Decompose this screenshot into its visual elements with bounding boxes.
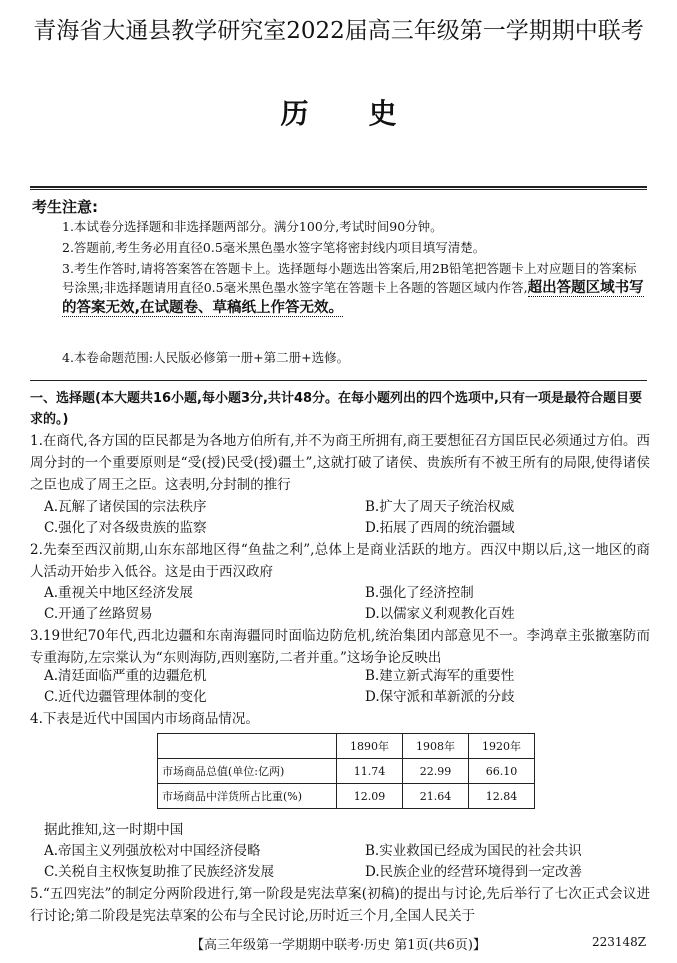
table-cell: 市场商品中洋货所占比重(%) — [158, 784, 337, 809]
question-2-stem: 2.先秦至西汉前期,山东东部地区得“鱼盐之利”,总体上是商业活跃的地方。西汉中期以后,这一地区的商人活动开始步入低谷。这是由于西汉政府 — [30, 542, 650, 580]
paper-code: 223148Z — [592, 935, 647, 949]
section-title: 一、选择题(本大题共16小题,每小题3分,共计48分。在每小题列出的四个选项中,只有一项是最符合题目要求的。) — [30, 391, 642, 427]
note-item-3-emphasis: 超出答题区域书写的答案无效,在试题卷、草稿纸上作答无效。 — [62, 280, 644, 316]
divider-top — [30, 186, 647, 188]
q4-option-d[interactable]: D.民族企业的经营环境得到一定改善 — [365, 864, 583, 880]
note-item-4: 4.本卷命题范围:人民版必修第一册+第二册+选修。 — [62, 350, 350, 365]
exam-title: 青海省大通县教学研究室2022届高三年级第一学期期中联考 — [33, 18, 644, 44]
q3-option-a[interactable]: A.清廷面临严重的边疆危机 — [44, 668, 207, 684]
q4-option-a[interactable]: A.帝国主义列强放松对中国经济侵略 — [44, 843, 261, 859]
note-item-1: 1.本试卷分选择题和非选择题两部分。满分100分,考试时间90分钟。 — [62, 219, 443, 234]
market-table — [157, 733, 535, 809]
note-item-2: 2.答题前,考生务必用直径0.5毫米黑色墨水签字笔将密封线内项目填写清楚。 — [62, 240, 486, 255]
q2-option-b[interactable]: B.强化了经济控制 — [365, 585, 474, 601]
q4-option-b[interactable]: B.实业救国已经成为国民的社会共识 — [365, 843, 582, 859]
table-header-row — [158, 734, 535, 759]
question-1-stem: 1.在商代,各方国的臣民都是为各地方伯所有,并不为商王所拥有,商王要想征召方国臣民必须通过方伯。西周分封的一个重要原则是“受(授)民受(授)疆土”,这就打破了诸侯、贵族所有不被王所有的局限,使得诸侯之臣也成了周王之臣。这表明,分封制的推行 — [30, 433, 650, 493]
q1-option-b[interactable]: B.扩大了周天子统治权威 — [365, 499, 515, 515]
table-cell: 12.84 — [469, 784, 535, 809]
table-cell: 11.74 — [337, 759, 403, 784]
divider-top-thin — [30, 189, 647, 190]
q2-option-c[interactable]: C.开通了丝路贸易 — [44, 606, 153, 622]
q2-option-a[interactable]: A.重视关中地区经济发展 — [44, 585, 194, 601]
q3-option-b[interactable]: B.建立新式海军的重要性 — [365, 668, 515, 684]
table-header-cell — [158, 734, 337, 759]
q1-option-c[interactable]: C.强化了对各级贵族的监察 — [44, 520, 207, 536]
question-4-stem: 4.下表是近代中国国内市场商品情况。 — [30, 711, 259, 727]
table-header-cell: 1890年 — [337, 734, 403, 759]
q4-option-c[interactable]: C.关税自主权恢复助推了民族经济发展 — [44, 864, 275, 880]
table-cell: 22.99 — [403, 759, 469, 784]
note-item-3 — [62, 259, 648, 318]
table-cell: 12.09 — [337, 784, 403, 809]
question-4-followup: 据此推知,这一时期中国 — [44, 822, 184, 838]
table-cell: 66.10 — [469, 759, 535, 784]
table-row — [158, 759, 535, 784]
q1-option-a[interactable]: A.瓦解了诸侯国的宗法秩序 — [44, 499, 207, 515]
table-row — [158, 784, 535, 809]
notes-heading: 考生注意: — [32, 198, 98, 216]
table-header-cell: 1920年 — [469, 734, 535, 759]
table-cell: 21.64 — [403, 784, 469, 809]
question-5-stem: 5.“五四宪法”的制定分两阶段进行,第一阶段是宪法草案(初稿)的提出与讨论,先后举行了七次正式会议进行讨论;第二阶段是宪法草案的公布与全民讨论,历时近三个月,全国人民关于 — [30, 886, 650, 924]
table-header-cell: 1908年 — [403, 734, 469, 759]
page-footer: 【高三年级第一学期期中联考·历史 第1页(共6页)】 — [191, 938, 486, 953]
section-heading — [30, 388, 650, 430]
divider-notes — [30, 380, 647, 381]
subject-title: 历史 — [280, 97, 457, 130]
table-cell: 市场商品总值(单位:亿两) — [158, 759, 337, 784]
q1-option-d[interactable]: D.拓展了西周的统治疆域 — [365, 520, 515, 536]
q3-option-c[interactable]: C.近代边疆管理体制的变化 — [44, 689, 207, 705]
q3-option-d[interactable]: D.保守派和革新派的分歧 — [365, 689, 515, 705]
note-item-3-text: 3.考生作答时,请将答案答在答题卡上。选择题每小题选出答案后,用2B铅笔把答题卡上对应题目的答案标号涂黑;非选择题请用直径0.5毫米黑色墨水签字笔在答题卡上各题的答题区域内作答, — [62, 261, 637, 295]
question-3-stem: 3.19世纪70年代,西北边疆和东南海疆同时面临边防危机,统治集团内部意见不一。李鸿章主张撤塞防而专重海防,左宗棠认为“东则海防,西则塞防,二者并重。”这场争论反映出 — [30, 628, 650, 666]
q2-option-d[interactable]: D.以儒家义利观教化百姓 — [365, 606, 515, 622]
